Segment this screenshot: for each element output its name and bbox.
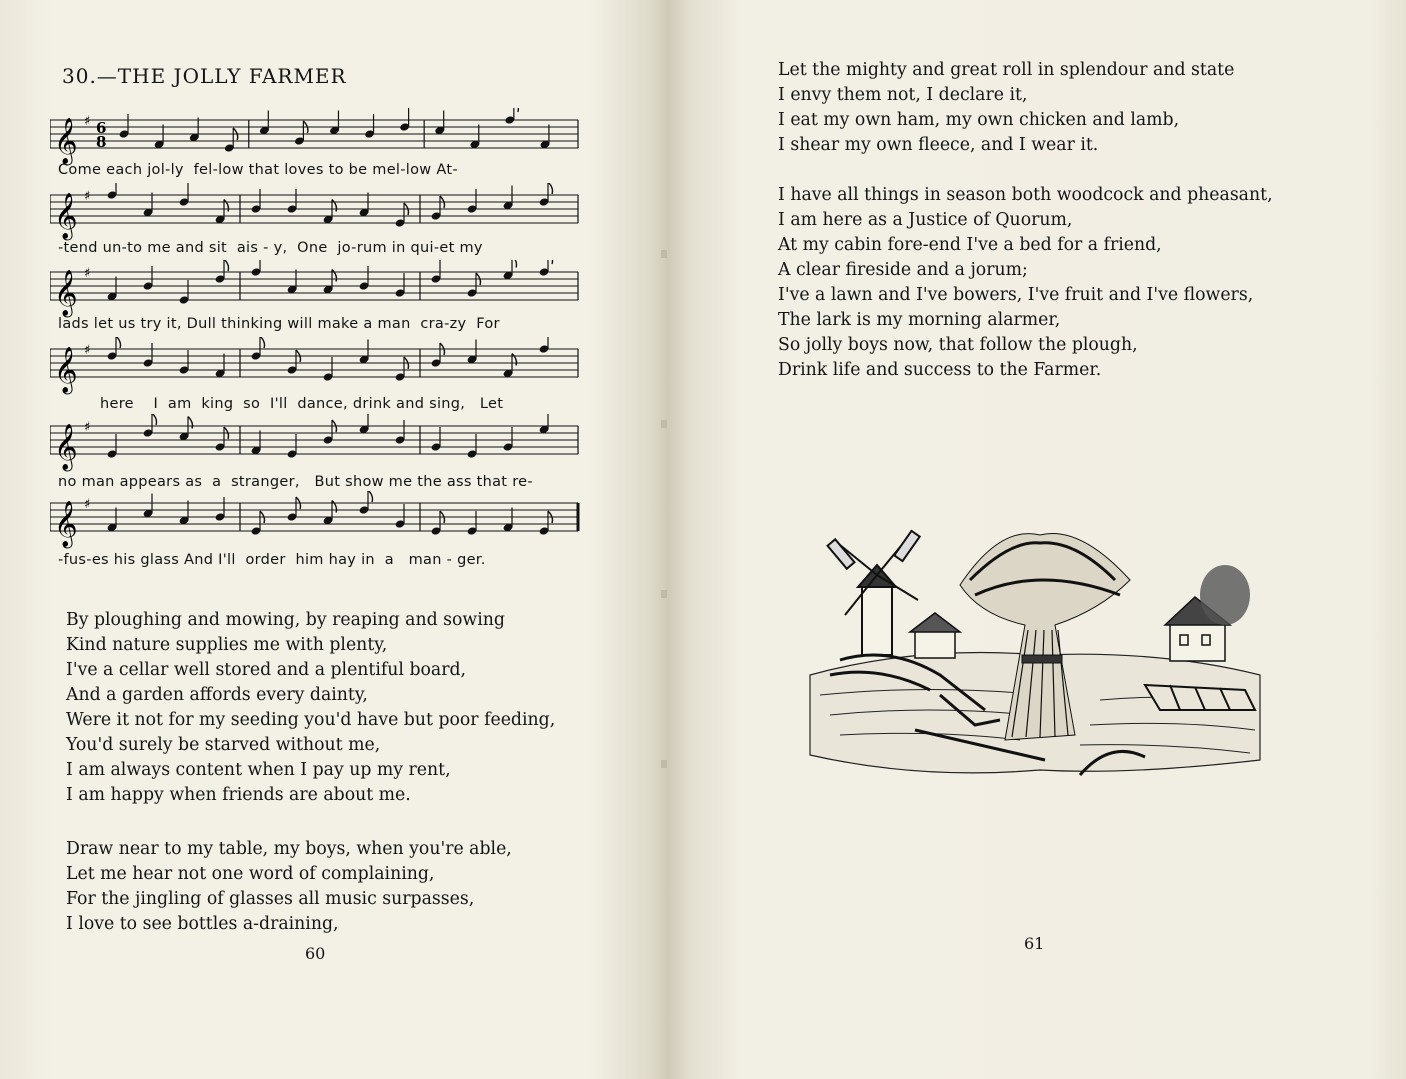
music-staff — [50, 260, 580, 320]
verse-line: I eat my own ham, my own chicken and lamb, — [778, 110, 1180, 130]
verse-line: By ploughing and mowing, by reaping and sowing — [66, 610, 505, 630]
music-staff — [50, 414, 580, 474]
binding-stitch — [661, 130, 667, 850]
verse-line: Drink life and success to the Farmer. — [778, 360, 1102, 380]
key-signature-icon: ♯ — [84, 420, 91, 435]
time-signature-top: 6 — [96, 119, 107, 137]
key-signature-icon: ♯ — [84, 266, 91, 281]
verse-line: Were it not for my seeding you'd have but poor feeding, — [66, 710, 556, 730]
verse-3 — [66, 837, 512, 937]
verse-line: Draw near to my table, my boys, when you're able, — [66, 839, 512, 859]
wheat-sheaf-illustration — [800, 525, 1270, 790]
verse-line: A clear fireside and a jorum; — [778, 260, 1028, 280]
verse-line: I shear my own fleece, and I wear it. — [778, 135, 1099, 155]
page-number-left: 60 — [305, 944, 326, 963]
verse-5 — [778, 183, 1273, 383]
verse-line: So jolly boys now, that follow the plough, — [778, 335, 1138, 355]
treble-clef-icon: 𝄞 — [54, 118, 78, 164]
page-number-right: 61 — [1024, 934, 1045, 953]
treble-clef-icon: 𝄞 — [54, 193, 78, 239]
verse-line: I have all things in season both woodcock and pheasant, — [778, 185, 1273, 205]
verse-line: I am always content when I pay up my rent, — [66, 760, 451, 780]
key-signature-icon: ♯ — [84, 189, 91, 204]
verse-line: I am happy when friends are about me. — [66, 785, 411, 805]
music-staff — [50, 108, 580, 168]
verse-line: At my cabin fore-end I've a bed for a friend, — [778, 235, 1162, 255]
music-lyric-line: here I am king so I'll dance, drink and sing, Let — [100, 396, 504, 412]
music-staff — [50, 337, 580, 397]
windmill-icon — [828, 531, 920, 655]
music-lyric-line: Come each jol-ly fel-low that loves to be mel-low At- — [58, 162, 458, 178]
key-signature-icon: ♯ — [84, 497, 91, 512]
treble-clef-icon: 𝄞 — [54, 501, 78, 547]
song-title: 30.—THE JOLLY FARMER — [62, 64, 347, 88]
verse-line: And a garden affords every dainty, — [66, 685, 368, 705]
music-staff — [50, 183, 580, 243]
verse-line: I am here as a Justice of Quorum, — [778, 210, 1073, 230]
music-lyric-line: -fus-es his glass And I'll order him hay in a man - ger. — [58, 552, 486, 568]
verse-line: For the jingling of glasses all music surpasses, — [66, 889, 475, 909]
music-staff — [50, 491, 580, 551]
time-signature-bottom: 8 — [96, 133, 107, 151]
key-signature-icon: ♯ — [84, 343, 91, 358]
music-lyric-line: no man appears as a stranger, But show me the ass that re- — [58, 474, 533, 490]
key-signature-icon: ♯ — [84, 114, 91, 129]
treble-clef-icon: 𝄞 — [54, 347, 78, 393]
verse-line: I envy them not, I declare it, — [778, 85, 1028, 105]
music-lyric-line: -tend un-to me and sit ais - y, One jo-rum in qui-et my — [58, 240, 483, 256]
verse-4 — [778, 58, 1234, 158]
verse-line: You'd surely be starved without me, — [66, 735, 381, 755]
verse-2 — [66, 608, 555, 808]
verse-line: I've a cellar well stored and a plentiful board, — [66, 660, 467, 680]
music-lyric-line: lads let us try it, Dull thinking will make a man cra-zy For — [58, 316, 500, 332]
verse-line: Kind nature supplies me with plenty, — [66, 635, 388, 655]
treble-clef-icon: 𝄞 — [54, 424, 78, 470]
left-page — [0, 0, 668, 1079]
verse-line: I've a lawn and I've bowers, I've fruit and I've flowers, — [778, 285, 1254, 305]
verse-line: Let the mighty and great roll in splendour and state — [778, 60, 1235, 80]
verse-line: I love to see bottles a-draining, — [66, 914, 339, 934]
treble-clef-icon: 𝄞 — [54, 270, 78, 316]
verse-line: The lark is my morning alarmer, — [778, 310, 1061, 330]
verse-line: Let me hear not one word of complaining, — [66, 864, 435, 884]
